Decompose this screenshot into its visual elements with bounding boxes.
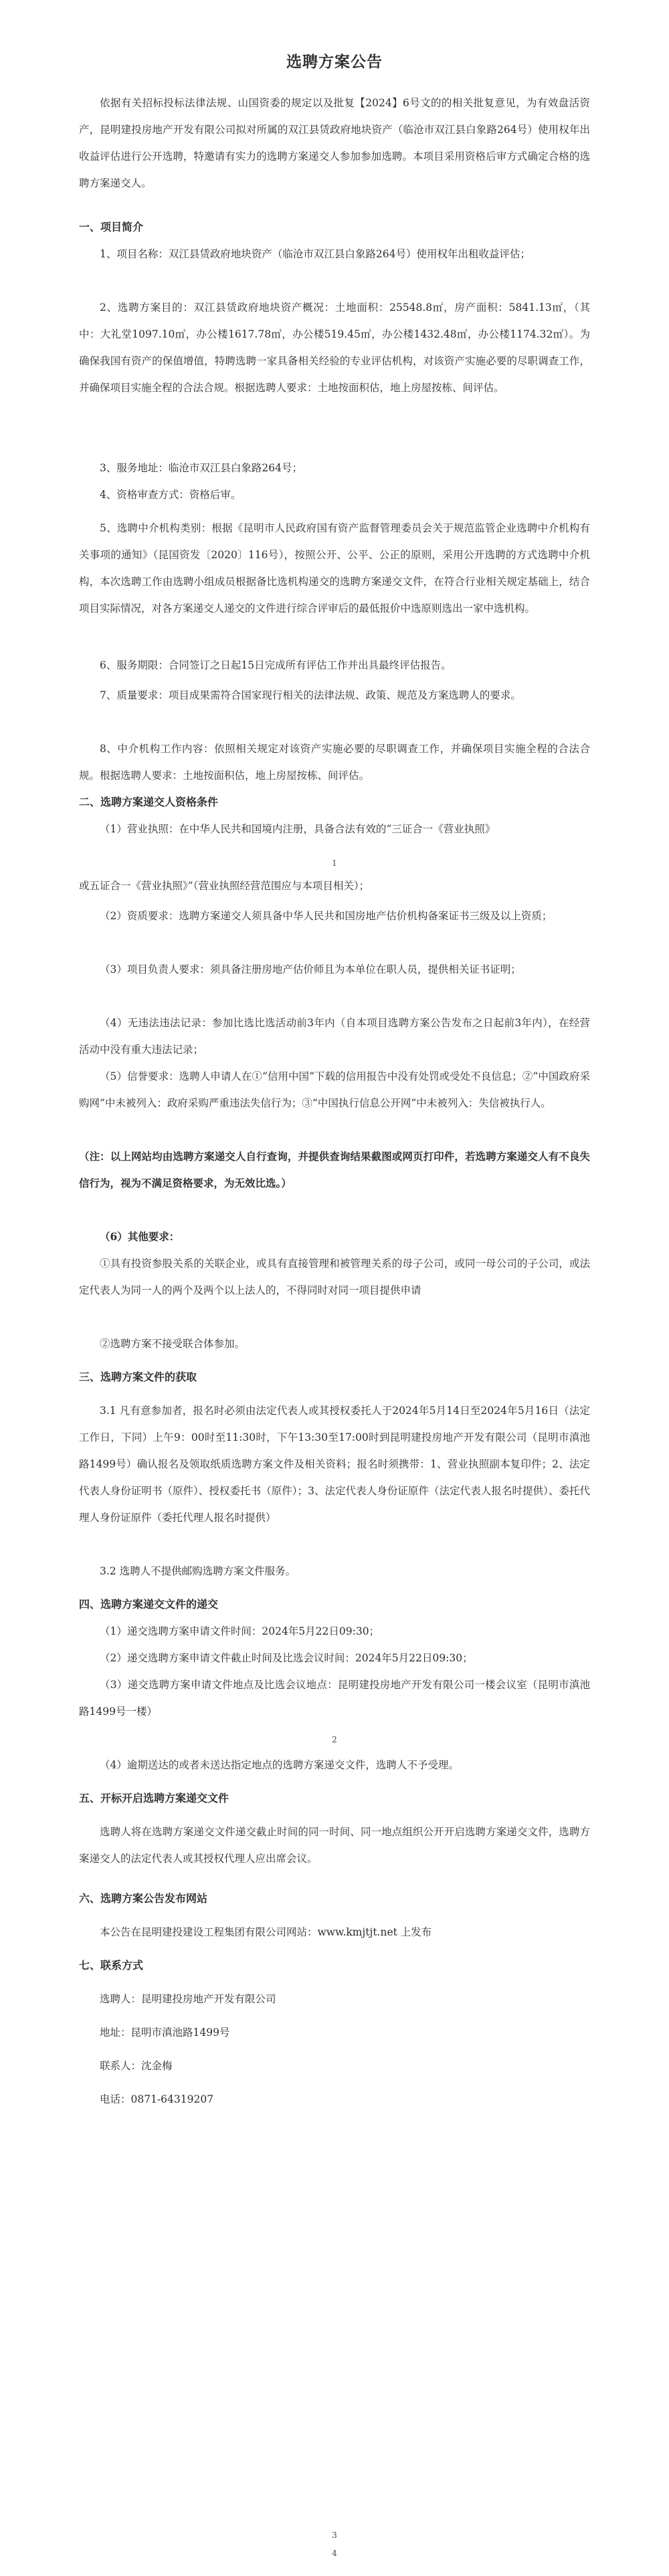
section-7-heading: 七、联系方式: [79, 1959, 144, 1972]
s2-item-4: （4）无违法违法记录：参加比选比选活动前3年内（自本项目选聘方案公告发布之日起前3年内），在经营活动中没有重大违法记录；: [79, 1017, 590, 1056]
document-title: 选聘方案公告: [286, 53, 383, 71]
s1-item-5: 5、选聘中介机构类别：根据《昆明市人民政府国有资产监督管理委员会关于规范监管企业选聘中介机构有关事项的通知》（昆国资发〔2020〕116号），按照公开、公平、公正的原则，采用公开选聘的方式选聘中介机构，本次选聘工作由选聘小组成员根据备比选机构递交的选聘方案递交文件，在符合行业相关规定基础上，结合项目实际情况，对各方案递交人递交的文件进行综合评审后的最低报价中选原则选出一家中选机构。: [79, 522, 590, 614]
s4-item-4: （4）逾期送达的或者未送达指定地点的选聘方案递交文件，选聘人不予受理。: [100, 1759, 459, 1771]
s2-item-6b: ②选聘方案不接受联合体参加。: [100, 1338, 246, 1350]
section-6-heading: 六、选聘方案公告发布网站: [79, 1892, 208, 1905]
page-number-1: 1: [332, 858, 337, 868]
s6-item-1: 本公告在昆明建投建设工程集团有限公司网站：www.kmjtjt.net 上发布: [100, 1926, 432, 1938]
s4-item-2: （2）递交选聘方案申请文件截止时间及比选会议时间：2024年5月22日09:30；: [100, 1652, 473, 1664]
s5-item-1: 选聘人将在选聘方案递交文件递交截止时间的同一时间、同一地点组织公开开启选聘方案递交文件，选聘方案递交人的法定代表人或其授权代理人应出席会议。: [79, 1826, 590, 1865]
s3-item-2: 3.2 选聘人不提供邮购选聘方案文件服务。: [100, 1565, 296, 1577]
page-number-3: 3: [332, 2531, 337, 2540]
s4-item-1: （1）递交选聘方案申请文件时间：2024年5月22日09:30；: [100, 1625, 380, 1637]
s1-item-1: 1、项目名称：双江县赁政府地块资产（临沧市双江县白象路264号）使用权年出租收益评估；: [100, 248, 531, 260]
section-5-heading: 五、开标开启选聘方案递交文件: [79, 1792, 229, 1804]
section-3-heading: 三、选聘方案文件的获取: [79, 1371, 197, 1383]
s2-item-6a: ①具有投资参股关系的关联企业，或具有直接管理和被管理关系的母子公司，或同一母公司的子公司，或法定代表人为同一人的两个及两个以上法人的，不得同时对同一项目提供申请: [79, 1258, 590, 1296]
page-number-4: 4: [332, 2549, 337, 2558]
s1-item-6: 6、服务期限：合同签订之日起15日完成所有评估工作并出具最终评估报告。: [100, 659, 452, 671]
s2-item-3: （3）项目负责人要求：须具备注册房地产估价师且为本单位在职人员，提供相关证书证明；: [100, 963, 521, 975]
s3-item-1: 3.1 凡有意参加者，报名时必须由法定代表人或其授权委托人于2024年5月14日至2024年5月16日（法定工作日，下同）上午9：00时至11:30时，下午13:30至17:00时到昆明建投房地产开发有限公司（昆明市滇池路1499号）确认报名及领取纸质选聘方案文件及相关资料；报名时须携带：1、营业执照副本复印件；2、法定代表人身份证明书（原件）、授权委托书（原件）；3、法定代表人身份证原件（法定代表人报名时提供）、委托代理人身份证原件（委托代理人报名时提供）: [79, 1405, 590, 1524]
s2-item-2: （2）资质要求：选聘方案递交人须具备中华人民共和国房地产估价机构备案证书三级及以上资质；: [100, 910, 553, 922]
page-number-2: 2: [332, 1735, 337, 1744]
contact-org: 选聘人：昆明建投房地产开发有限公司: [100, 1993, 276, 2005]
s2-item-5-note: （注：以上网站均由选聘方案递交人自行查询，并提供查询结果截图或网页打印件，若选聘方案递交人有不良失信行为，视为不满足资格要求，为无效比选。）: [79, 1150, 590, 1189]
s1-item-3: 3、服务地址：临沧市双江县白象路264号；: [100, 462, 302, 474]
contact-person: 联系人：沈金梅: [100, 2060, 173, 2072]
section-1-heading: 一、项目简介: [79, 221, 144, 233]
s4-item-3: （3）递交选聘方案申请文件地点及比选会议地点：昆明建投房地产开发有限公司一楼会议室（昆明市滇池路1499号一楼）: [79, 1679, 590, 1718]
s1-item-7: 7、质量要求：项目成果需符合国家现行相关的法律法规、政策、规范及方案选聘人的要求。: [100, 689, 521, 701]
s2-item-1b: 或五证合一《营业执照》”（营业执照经营范围应与本项目相关）；: [79, 880, 370, 892]
s1-item-4: 4、资格审查方式：资格后审。: [100, 489, 242, 501]
section-2-heading: 二、选聘方案递交人资格条件: [79, 796, 219, 808]
section-4-heading: 四、选聘方案递交文件的递交: [79, 1598, 219, 1611]
s1-item-2: 2、选聘方案目的：双江县赁政府地块资产概况：土地面积：25548.8㎡，房产面积：5841.13㎡，（其中：大礼堂1097.10㎡，办公楼1617.78㎡，办公楼519.45㎡，办公楼1432.48㎡，办公楼1174.32㎡）。为确保我国有资产的保值增值，特聘选聘一家具备相关经验的专业评估机构，对该资产实施必要的尽职调查工作，并确保项目实施全程的合法合规。根据选聘人要求：土地按面积估，地上房屋按栋、间评估。: [79, 302, 590, 394]
contact-phone: 电话：0871-64319207: [100, 2093, 214, 2105]
s2-item-5a: （5）信誉要求：选聘人申请人在①“信用中国”下载的信用报告中没有处罚或受处不良信息；②“中国政府采购网”中未被列入：政府采购严重违法失信行为；③“中国执行信息公开网”中未被列入：失信被执行人。: [79, 1070, 590, 1109]
contact-address: 地址：昆明市滇池路1499号: [100, 2026, 230, 2038]
intro-paragraph: 依据有关招标投标法律法规、山国资委的规定以及批复【2024】6号文的的相关批复意见，为有效盘活资产，昆明建投房地产开发有限公司拟对所属的双江县赁政府地块资产（临沧市双江县白象路264号）使用权年出收益评估进行公开选聘，特邀请有实力的选聘方案递交人参加参加选聘。本项目采用资格后审方式确定合格的选聘方案递交人。: [79, 97, 590, 189]
s2-item-6-heading: （6）其他要求：: [100, 1230, 180, 1243]
s1-item-8: 8、中介机构工作内容：依照相关规定对该资产实施必要的尽职调查工作，并确保项目实施全程的合法合规。根据选聘人要求：土地按面积估，地上房屋按栋、间评估。: [79, 743, 590, 782]
s2-item-1a: （1）营业执照：在中华人民共和国境内注册，具备合法有效的“三证合一《营业执照》: [100, 823, 496, 835]
